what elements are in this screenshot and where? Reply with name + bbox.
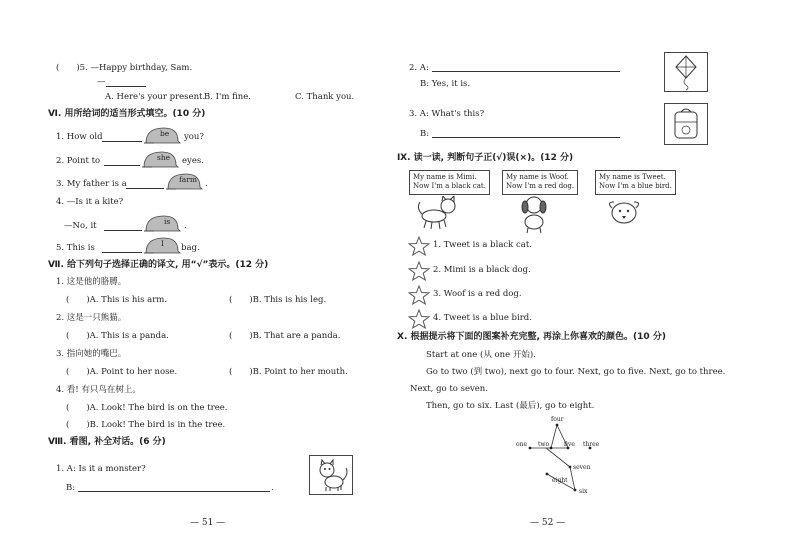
q5-option-a: A. Here's your present.: [105, 92, 206, 102]
label-three: three: [583, 441, 600, 448]
s6-item4-blank[interactable]: [104, 230, 142, 231]
s7-q4-b[interactable]: ( )B. Look! The bird is in the tree.: [66, 420, 226, 430]
s7-q3-b[interactable]: ( )B. Point to her mouth.: [229, 367, 348, 377]
dog-icon: [516, 194, 552, 234]
dot-to-dot-figure[interactable]: [510, 412, 610, 498]
label-seven: seven: [573, 464, 591, 471]
s7-q2: 2. 这是一只熊猫。: [56, 313, 127, 323]
s7-q2-a[interactable]: ( )A. This is a panda.: [66, 331, 169, 341]
kite-icon: [665, 53, 707, 91]
cap-word: be: [160, 129, 170, 138]
bubble-line: My name is Tweet.: [599, 173, 666, 181]
speech-bubble-tweet: [595, 170, 676, 195]
s6-item1-blank[interactable]: [102, 141, 142, 142]
q5-answer-line[interactable]: [106, 86, 146, 87]
label-one: one: [516, 441, 528, 448]
s9-item2: 2. Mimi is a black dog.: [433, 265, 531, 275]
s7-q1-b[interactable]: ( )B. This is his leg.: [229, 295, 327, 305]
s6-item2-post: eyes.: [182, 156, 204, 166]
s6-item3-blank[interactable]: [126, 188, 164, 189]
cap-icon: [164, 172, 204, 192]
r-q2-b: B: Yes, it is.: [420, 79, 471, 89]
s6-item3-pre: 3. My father is a: [56, 179, 127, 189]
cap-word: farm: [179, 175, 197, 184]
s7-q4: 4. 看! 有只鸟在树上。: [56, 385, 141, 395]
s7-q4-a[interactable]: ( )A. Look! The bird is on the tree.: [66, 403, 228, 413]
bubble-line: My name is Woof.: [506, 173, 569, 181]
r-q2-a: 2. A:: [409, 63, 429, 73]
r-q3-b: B:: [420, 129, 430, 139]
label-two: two: [538, 441, 550, 448]
cap-icon: [142, 126, 182, 146]
section-8-title: Ⅷ. 看图, 补全对话。(6 分): [48, 437, 166, 447]
label-four: four: [551, 416, 564, 423]
r-q3-a: 3. A: What's this?: [409, 109, 485, 119]
s10-line4: Then, go to six. Last (最后), go to eight.: [426, 401, 595, 411]
s7-q1-a[interactable]: ( )A. This is his arm.: [66, 295, 168, 305]
r-q3-answer-line[interactable]: [432, 137, 620, 138]
page-number-right: — 52 —: [530, 518, 566, 528]
dot-two: [550, 447, 553, 450]
q5-stem: ( )5. —Happy birthday, Sam.: [56, 63, 193, 73]
section-7-title: Ⅶ. 给下列句子选择正确的译文, 用“√”表示。(12 分): [48, 260, 269, 270]
s6-item4-question: 4. —Is it a kite?: [56, 197, 124, 207]
s6-item5-pre: 5. This is: [56, 243, 95, 253]
label-five: five: [564, 441, 575, 448]
kite-picture: [664, 52, 708, 92]
section-6-title: Ⅵ. 用所给词的适当形式填空。(10 分): [48, 109, 206, 119]
s10-line2: Go to two (到 two), next go to four. Next, go to five. Next, go to three.: [426, 367, 726, 377]
q5-option-b: B. I'm fine.: [204, 92, 251, 102]
bubble-line: Now I'm a red dog.: [506, 182, 575, 191]
s6-item3-post: .: [205, 179, 208, 189]
r-q2-answer-line[interactable]: [432, 71, 620, 72]
cap-icon: [142, 214, 182, 234]
s6-item4-pre: —No, it: [64, 221, 97, 231]
s10-line3: Next, go to seven.: [410, 384, 488, 394]
star-answer-box[interactable]: [408, 309, 430, 329]
s7-q3: 3. 指向她的嘴巴。: [56, 349, 127, 359]
cap-icon: [142, 236, 182, 256]
dot-one: [529, 447, 532, 450]
s6-item5-blank[interactable]: [102, 252, 142, 253]
s6-item1-post: you?: [184, 132, 204, 142]
speech-bubble-woof: [502, 170, 578, 195]
s6-item5-post: bag.: [181, 243, 200, 253]
cat-icon: [310, 456, 352, 494]
speech-bubble-mimi: [409, 170, 490, 195]
cat-icon: [414, 196, 464, 230]
q5-dash: —: [97, 77, 106, 87]
bubble-line: My name is Mimi.: [413, 173, 477, 181]
star-answer-box[interactable]: [408, 285, 430, 305]
s8-q1-a: 1. A: Is it a monster?: [56, 464, 146, 474]
section-10-title: Ⅹ. 根据提示将下面的图案补充完整, 再涂上你喜欢的颜色。(10 分): [397, 332, 666, 342]
s7-q3-a[interactable]: ( )A. Point to her nose.: [66, 367, 178, 377]
s8-q1-answer-line[interactable]: [78, 491, 270, 492]
star-answer-box[interactable]: [408, 261, 430, 281]
section-9-title: Ⅸ. 读一读, 判断句子正(√)误(×)。(12 分): [397, 153, 574, 163]
bubble-line: Now I'm a blue bird.: [599, 182, 672, 191]
s9-item3: 3. Woof is a red dog.: [433, 289, 522, 299]
cap-word: I: [161, 239, 164, 248]
schoolbag-icon: [665, 104, 707, 144]
s9-item4: 4. Tweet is a blue bird.: [433, 313, 532, 323]
bird-icon: [604, 196, 644, 230]
star-answer-box[interactable]: [408, 236, 430, 256]
monster-cat-picture: [309, 455, 353, 495]
schoolbag-picture: [664, 103, 708, 145]
label-six: six: [579, 488, 588, 495]
cap-icon: [140, 150, 180, 170]
s9-item1: 1. Tweet is a black cat.: [433, 240, 532, 250]
s7-q1: 1. 这是他的胳膊。: [56, 277, 127, 287]
s6-item4-post: .: [184, 221, 187, 231]
cap-word: is: [164, 217, 171, 226]
s8-q1-end: .: [271, 483, 274, 493]
cap-word: she: [157, 153, 171, 162]
s6-item1-pre: 1. How old: [56, 132, 103, 142]
s6-item2-pre: 2. Point to: [56, 156, 101, 166]
dot-seven: [569, 466, 572, 469]
q5-option-c: C. Thank you.: [295, 92, 355, 102]
s7-q2-b[interactable]: ( )B. That are a panda.: [229, 331, 341, 341]
bubble-line: Now I'm a black cat.: [413, 182, 486, 191]
s10-line1: Start at one (从 one 开始).: [426, 350, 536, 360]
dot-six: [574, 489, 577, 492]
dot-four: [556, 424, 559, 427]
page-number-left: — 51 —: [190, 518, 226, 528]
dot-eight: [546, 473, 549, 476]
s6-item2-blank[interactable]: [104, 165, 140, 166]
s8-q1-b: B:: [66, 483, 76, 493]
label-eight: eight: [552, 477, 568, 484]
